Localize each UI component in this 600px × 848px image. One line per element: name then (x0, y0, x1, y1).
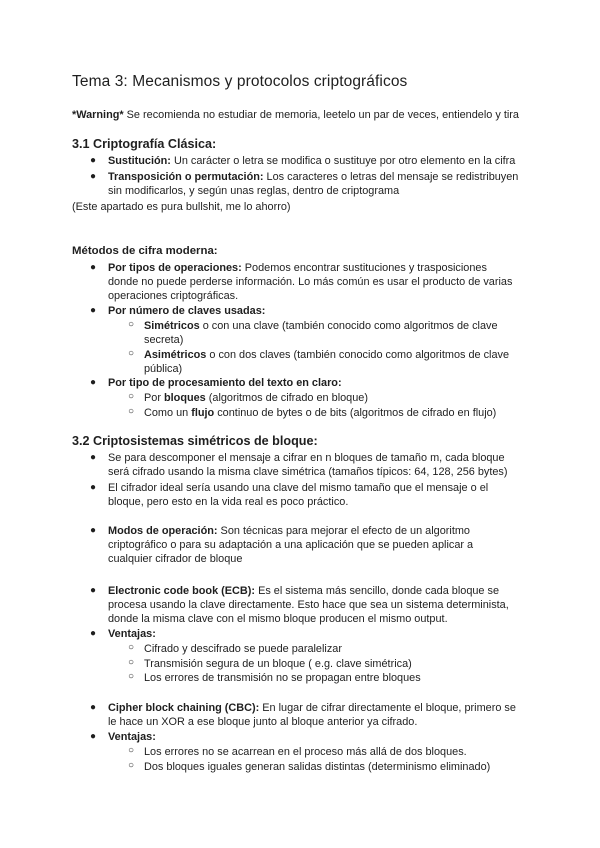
item-text: o con dos claves (también conocido como algoritmos de clave (206, 349, 510, 361)
warning-paragraph (72, 108, 519, 122)
item-label: Ventajas: (108, 731, 156, 743)
sublist-item-flujo (144, 406, 496, 420)
item-label: Sustitución: (108, 155, 171, 167)
item-label: Asimétricos (144, 349, 207, 361)
list-item-ventajas (108, 627, 156, 641)
list-item-continuation: bloque, pero esto en la vida real es poco práctico. (108, 496, 349, 508)
list-item-continuation: le hace un XOR a ese bloque junto al bloque anterior ya cifrado. (108, 716, 418, 728)
sublist-item: Dos bloques iguales generan salidas distintas (determinismo eliminado) (144, 761, 491, 773)
sublist-item: Los errores de transmisión no se propagan entre bloques (144, 672, 421, 684)
circle-bullet-icon: ○ (128, 671, 135, 682)
bullet-icon: ● (90, 585, 97, 596)
circle-bullet-icon: ○ (128, 406, 135, 417)
note-text: (Este apartado es pura bullshit, me lo ahorro) (72, 201, 291, 213)
item-label: Por número de claves usadas: (108, 305, 266, 317)
sublist-item-bloques (144, 391, 368, 405)
item-label: Electronic code book (ECB): (108, 585, 256, 597)
item-text: Son técnicas para mejorar el efecto de un algoritmo (217, 525, 470, 537)
item-label: flujo (191, 407, 215, 419)
list-item-continuation: procesa usando la clave directamente. Esto hace que sea un sistema determinista, (108, 599, 509, 611)
bullet-icon: ● (90, 628, 97, 639)
item-text: En lugar de cifrar directamente el bloque, primero se (259, 702, 516, 714)
bullet-icon: ● (90, 702, 97, 713)
circle-bullet-icon: ○ (128, 642, 135, 653)
item-text: Es el sistema más sencillo, donde cada bloque se (255, 585, 500, 597)
sublist-item-asimetricos (144, 348, 509, 362)
list-item-continuation: será cifrado usando la misma clave simétrica (tamaños típicos: 64, 128, 256 bytes) (108, 466, 508, 478)
bullet-icon: ● (90, 155, 97, 166)
item-text: Los caracteres o letras del mensaje se redistribuyen (263, 171, 519, 183)
item-text: Como un (144, 407, 192, 419)
sublist-item: Cifrado y descifrado se puede paralelizar (144, 643, 342, 655)
bullet-icon: ● (90, 171, 97, 182)
bullet-icon: ● (90, 262, 97, 273)
list-item-operaciones (108, 261, 487, 275)
item-text: (algoritmos de cifrado en bloque) (205, 392, 368, 404)
item-text: continuo de bytes o de bits (algoritmos de cifrado en flujo) (214, 407, 497, 419)
bullet-icon: ● (90, 452, 97, 463)
list-item-transposicion (108, 170, 518, 184)
section-heading-3-2: 3.2 Criptosistemas simétricos de bloque: (72, 434, 318, 448)
item-text: o con una clave (también conocido como algoritmos de clave (199, 320, 498, 332)
item-label: Cipher block chaining (CBC): (108, 702, 260, 714)
item-label: Ventajas: (108, 628, 156, 640)
list-item-bloques: Se para descomponer el mensaje a cifrar en n bloques de tamaño m, cada bloque (108, 452, 505, 464)
list-item-procesamiento (108, 376, 342, 390)
circle-bullet-icon: ○ (128, 745, 135, 756)
bullet-icon: ● (90, 731, 97, 742)
list-item-continuation: donde no puede perderse información. Lo más común es usar el producto de varias (108, 276, 513, 288)
bullet-icon: ● (90, 377, 97, 388)
item-text: Podemos encontrar sustituciones y trasposiciones (241, 262, 487, 274)
warning-text: Se recomienda no estudiar de memoria, leetelo un par de veces, entiendelo y tira (123, 109, 519, 121)
list-item-continuation: criptográfico o para su adaptación a una aplicación que se pueden aplicar a (108, 539, 474, 551)
sublist-item: Transmisión segura de un bloque ( e.g. clave simétrica) (144, 658, 412, 670)
circle-bullet-icon: ○ (128, 319, 135, 330)
page-title: Tema 3: Mecanismos y protocolos criptográficos (72, 73, 408, 90)
list-item-sustitucion (108, 154, 515, 168)
list-item-claves (108, 304, 265, 318)
list-item-modos (108, 524, 470, 538)
list-item-cifrador-ideal: El cifrador ideal sería usando una clave del mismo tamaño que el mensaje o el (108, 482, 489, 494)
circle-bullet-icon: ○ (128, 348, 135, 359)
item-text: Por (144, 392, 164, 404)
item-label: Modos de operación: (108, 525, 218, 537)
item-label: Por tipos de operaciones: (108, 262, 242, 274)
circle-bullet-icon: ○ (128, 391, 135, 402)
list-item-continuation: sin modificarlos, y según unas reglas, dentro de criptograma (108, 185, 400, 197)
bullet-icon: ● (90, 482, 97, 493)
section-heading-3-1: 3.1 Criptografía Clásica: (72, 137, 217, 151)
bullet-icon: ● (90, 525, 97, 536)
circle-bullet-icon: ○ (128, 657, 135, 668)
sublist-item-simetricos (144, 319, 498, 333)
list-item-continuation: operaciones criptográficas. (108, 290, 239, 302)
list-item-ecb (108, 584, 499, 598)
warning-label: *Warning* (72, 109, 124, 121)
item-label: Transposición o permutación: (108, 171, 264, 183)
bullet-icon: ● (90, 305, 97, 316)
sublist-continuation: pública) (144, 363, 183, 375)
list-item-continuation: cualquier cifrador de bloque (108, 553, 243, 565)
sublist-item: Los errores no se acarrean en el proceso más allá de dos bloques. (144, 746, 467, 758)
item-label: bloques (163, 392, 206, 404)
item-label: Simétricos (144, 320, 200, 332)
list-item-cbc (108, 701, 516, 715)
item-label: Por tipo de procesamiento del texto en claro: (108, 377, 342, 389)
sublist-continuation: secreta) (144, 334, 184, 346)
list-item-continuation: donde la misma clave con el mismo bloque producen el mismo output. (108, 613, 448, 625)
section-heading-modern: Métodos de cifra moderna: (72, 245, 218, 257)
list-item-ventajas (108, 730, 156, 744)
item-text: Un carácter o letra se modifica o sustituye por otro elemento en la cifra (170, 155, 516, 167)
circle-bullet-icon: ○ (128, 760, 135, 771)
